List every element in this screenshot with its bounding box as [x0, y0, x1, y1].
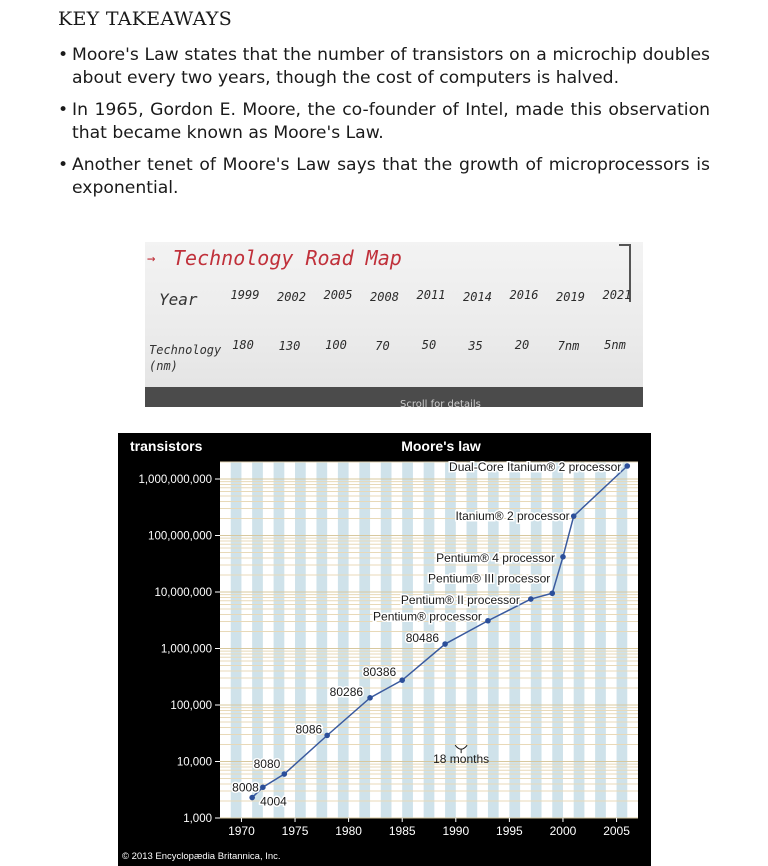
takeaway-item: • Moore's Law states that the number of transistors on a microchip doubles about every two years, though the cost of computers is halved.	[58, 44, 710, 90]
x-tick-label: 1975	[281, 824, 309, 838]
x-tick-label: 1985	[388, 824, 416, 838]
roadmap-node-cell: 35	[468, 339, 483, 353]
data-point	[528, 596, 534, 602]
page-heading: KEY TAKEAWAYS	[58, 8, 233, 30]
roadmap-year-cell: 2002	[277, 290, 306, 304]
data-label: Pentium® III processor	[428, 571, 551, 586]
data-point	[367, 695, 373, 701]
arrow-icon: →	[147, 251, 156, 267]
x-tick-label: 1990	[442, 824, 470, 838]
year-stripe	[316, 462, 327, 818]
y-tick-label: 10,000	[176, 756, 212, 769]
roadmap-year-cell: 2016	[509, 288, 539, 302]
data-label: 4004	[260, 794, 287, 809]
year-stripe	[381, 462, 392, 818]
data-label: 8086	[295, 722, 323, 737]
x-tick-label: 1970	[228, 824, 255, 838]
data-label: Pentium® 4 processor	[436, 550, 555, 565]
y-tick-label: 100,000,000	[148, 530, 212, 543]
data-label: Pentium® processor	[373, 609, 482, 624]
data-point	[260, 784, 266, 790]
roadmap-node-cell: 20	[514, 338, 530, 352]
roadmap-tech-label	[149, 342, 221, 374]
roadmap-year-cell: 2019	[556, 290, 585, 304]
year-stripe	[617, 462, 628, 818]
data-point	[485, 618, 491, 624]
data-label: 80386	[362, 665, 397, 680]
roadmap-node-cell: 70	[375, 339, 390, 353]
x-tick-label: 2005	[603, 824, 630, 838]
roadmap-year-cell: 2021	[602, 288, 632, 302]
data-point	[442, 641, 448, 647]
y-tick-label: 1,000,000	[160, 643, 212, 656]
data-point	[399, 677, 405, 683]
roadmap-year-cell: 2005	[323, 288, 353, 302]
roadmap-year-cell: 2011	[416, 288, 446, 302]
roadmap-node-cell: 5nm	[604, 338, 626, 352]
chart-credit: © 2013 Encyclopædia Britannica, Inc.	[122, 851, 281, 862]
takeaway-item: • Another tenet of Moore's Law says that the growth of microprocessors is exponential.	[58, 154, 710, 200]
data-label: Itanium® 2 processor	[455, 509, 570, 524]
roadmap-node-cell: 180	[232, 338, 254, 352]
annotation-label: 18 months	[433, 752, 490, 767]
roadmap-year-cell: 2008	[370, 290, 399, 304]
data-point	[282, 771, 288, 777]
data-point	[560, 554, 566, 560]
roadmap-year-cell: 1999	[230, 288, 260, 302]
y-tick-label: 1,000	[183, 813, 212, 825]
data-point	[571, 513, 577, 519]
data-point	[549, 590, 555, 596]
roadmap-photo-bar	[145, 387, 643, 407]
year-stripe	[338, 462, 349, 818]
data-point	[249, 795, 255, 801]
data-label: 8080	[253, 757, 281, 772]
year-stripe	[595, 462, 606, 818]
data-point	[324, 733, 330, 739]
y-tick-label: 100,000	[170, 700, 212, 713]
roadmap-caption: Scroll for details	[400, 399, 481, 407]
data-point	[624, 463, 630, 469]
y-axis-title: transistors	[130, 438, 203, 454]
roadmap-tech-label-line1: Technology	[149, 343, 222, 357]
data-label: 8008	[232, 780, 259, 795]
x-tick-label: 1995	[496, 824, 523, 838]
year-stripe	[359, 462, 370, 818]
data-label: 80486	[405, 631, 440, 646]
technology-roadmap-photo	[145, 242, 643, 407]
roadmap-title: Technology Road Map	[173, 246, 402, 270]
moores-law-chart	[118, 433, 651, 866]
year-stripe	[295, 462, 306, 818]
roadmap-tech-label-line2: (nm)	[149, 359, 178, 373]
roadmap-year-label: Year	[159, 290, 198, 309]
chart-title: Moore's law	[401, 438, 481, 454]
year-stripe	[231, 462, 242, 818]
y-tick-label: 10,000,000	[154, 587, 212, 600]
roadmap-year-cell: 2014	[463, 290, 492, 304]
roadmap-node-cell: 7nm	[557, 339, 580, 353]
y-tick-label: 1,000,000,000	[138, 474, 212, 487]
x-tick-label: 2000	[549, 824, 577, 838]
data-label: Pentium® II processor	[400, 593, 520, 608]
data-label: Dual-Core Itanium® 2 processor	[449, 459, 622, 474]
data-label: 80286	[329, 684, 364, 699]
takeaways-list	[58, 44, 710, 209]
chart-canvas	[118, 433, 651, 866]
takeaway-item: • In 1965, Gordon E. Moore, the co-founder of Intel, made this observation that became known as Moore's Law.	[58, 99, 710, 145]
x-tick-label: 1980	[335, 824, 362, 838]
roadmap-node-cell: 130	[278, 339, 301, 353]
roadmap-node-cell: 50	[421, 338, 437, 352]
roadmap-node-cell: 100	[325, 338, 347, 352]
